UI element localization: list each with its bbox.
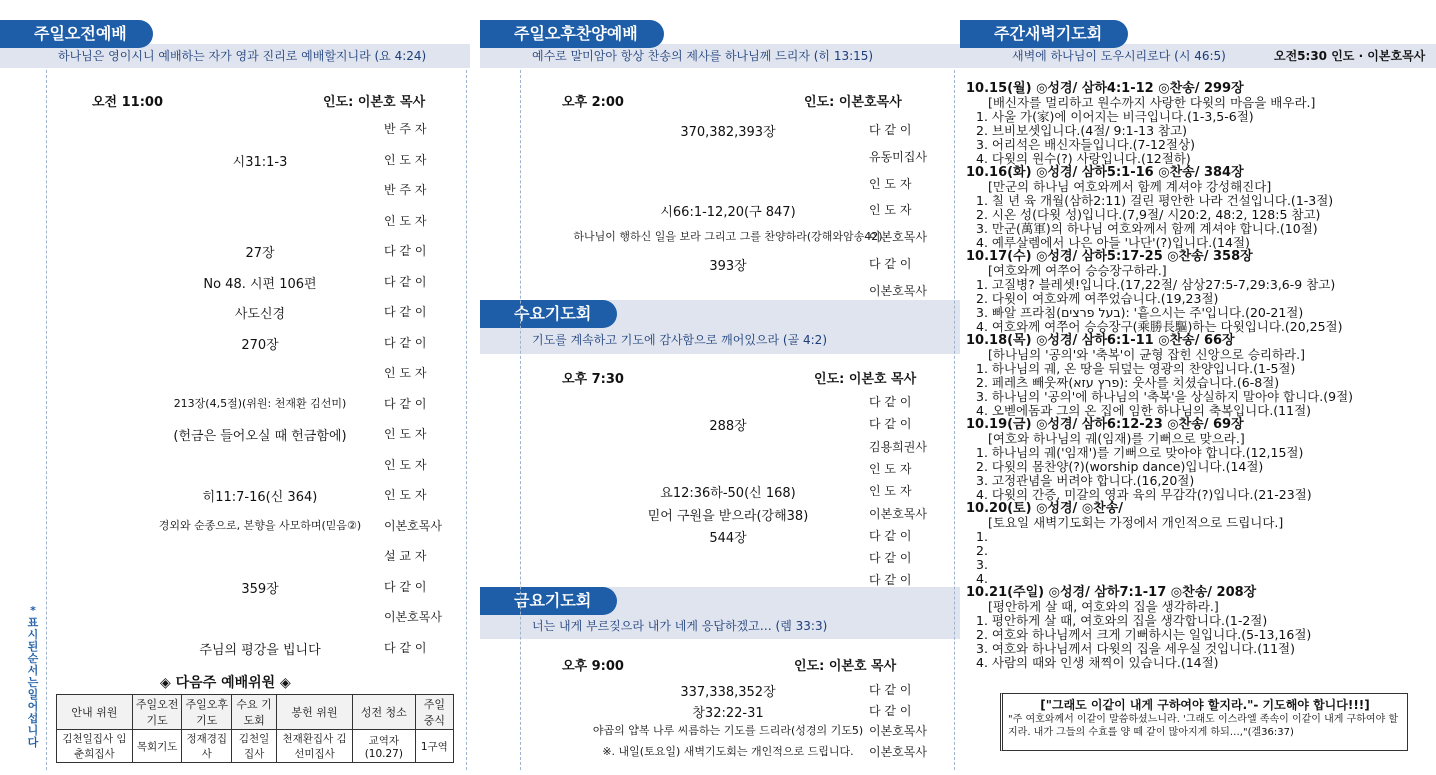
- dawn-schedule: 오전5:30 인도 · 이본호목사: [1274, 49, 1426, 63]
- standing-note: *표시된 순서는 일어섭니다: [27, 604, 39, 749]
- morning-time: 오전 11:00: [92, 95, 164, 110]
- day-point: 1. 하나님의 궤('임재')를 기뻐으로 맞아야 합니다.(12,15절): [976, 445, 1304, 460]
- order-person: 김용희권사: [869, 439, 927, 454]
- exhortation-title: ["그래도 이같이 내게 구하여야 할지라."- 기도해야 합니다!!!]: [1040, 698, 1370, 712]
- order-person: 반 주 자: [384, 122, 427, 136]
- order-person: 다 같 이: [869, 417, 912, 432]
- col2-right-guide: [954, 70, 955, 770]
- dawn-header: 주간새벽기도회: [960, 20, 1128, 48]
- wednesday-header: 수요기도회: [480, 300, 617, 328]
- day-point: 1. 고질병? 블레셋!입니다.(17,22절/ 삼상27:5-7,29:3,6-9 참고): [976, 277, 1336, 292]
- day-point: 3. 고정관념을 버려야 합니다.(16,20절): [976, 473, 1195, 488]
- order-person: 인 도 자: [384, 457, 427, 472]
- order-detail: 213장(4,5절)(위원: 천재환 김선미): [173, 396, 347, 410]
- order-person: 다 같 이: [384, 335, 427, 350]
- day-point: 1. 사울 가(家)에 이어지는 비극입니다.(1-3,5-6절): [976, 109, 1254, 124]
- next-week-title: ◈ 다음주 예배위원 ◈: [160, 675, 291, 691]
- day-point: 2. 여호와 하나님께서 크게 기뻐하시는 일입니다.(5-13,16절): [976, 627, 1312, 642]
- order-person: 다 같 이: [384, 396, 427, 411]
- day-point: 2. 페레츠 빼웃짜(פרץ עזא): 웃사를 치셨습니다.(6-8절): [976, 375, 1280, 390]
- day-heading: 10.21(주일) ◎성경/ 삼하7:1-17 ◎찬송/ 208장: [966, 585, 1257, 600]
- afternoon-verse: 예수로 말미암아 항상 찬송의 제사를 하나님께 드리자 (히 13:15): [532, 49, 874, 63]
- day-point: 4.: [976, 571, 988, 586]
- volunteer-header-cell: 수요 기도회: [232, 695, 277, 730]
- friday-leader: 인도: 이본호 목사: [794, 659, 897, 674]
- friday-verse: 너는 내게 부르짖으라 내가 네게 응답하겠고… (렘 33:3): [532, 619, 828, 633]
- order-detail: 370,382,393장: [680, 125, 776, 140]
- order-detail: 337,338,352장: [680, 685, 776, 700]
- day-point: 3.: [976, 557, 988, 572]
- volunteer-header-cell: 주일오후기도: [182, 695, 232, 730]
- order-person: 다 같 이: [384, 640, 427, 655]
- order-person: 이본호목사: [384, 610, 442, 624]
- day-heading: 10.19(금) ◎성경/ 삼하6:12-23 ◎찬송/ 69장: [966, 417, 1244, 432]
- order-detail: 544장: [709, 530, 747, 546]
- day-heading: 10.16(화) ◎성경/ 삼하5:1-16 ◎찬송/ 384장: [966, 165, 1244, 180]
- day-theme: [평안하게 살 때, 여호와의 집을 생각하라.]: [988, 599, 1219, 614]
- day-point: 2. 시온 성(다윗 성)입니다.(7,9절/ 시20:2, 48:2, 128:5 참고): [976, 207, 1321, 222]
- day-theme: [토요일 새벽기도회는 가정에서 개인적으로 드립니다.]: [988, 515, 1284, 530]
- day-heading: 10.18(목) ◎성경/ 삼하6:1-11 ◎찬송/ 66장: [966, 333, 1235, 348]
- order-detail: 27장: [245, 246, 275, 261]
- order-person: 인 도 자: [869, 484, 912, 499]
- order-detail: 사도신경: [234, 307, 286, 322]
- wednesday-verse: 기도를 계속하고 기도에 감사함으로 깨어있으라 (골 4:2): [532, 333, 827, 347]
- order-person: 다 같 이: [869, 683, 912, 697]
- order-person: 다 같 이: [869, 551, 912, 566]
- day-point: 1. 평안하게 살 때, 여호와의 집을 생각합니다.(1-2절): [976, 613, 1268, 628]
- day-theme: [여호와 하나님의 궤(임재)를 기뻐으로 맞으라.]: [988, 431, 1245, 446]
- order-person: 이본호목사: [869, 744, 927, 759]
- volunteer-value-cell: 천재환집사 김선미집사: [277, 730, 353, 763]
- day-theme: [배신자를 멀리하고 원수까지 사랑한 다윗의 마음을 배우라.]: [988, 95, 1316, 110]
- order-person: 다 같 이: [384, 244, 427, 258]
- volunteer-header-cell: 성전 청소: [352, 695, 415, 730]
- order-detail: 믿어 구원을 받으라(강해38): [647, 508, 809, 524]
- morning-leader: 인도: 이본호 목사: [323, 95, 426, 110]
- weekday-services-column: [480, 0, 960, 775]
- order-person: 이본호목사: [384, 518, 442, 533]
- volunteer-header-cell: 봉헌 위원: [277, 695, 353, 730]
- order-person: 설 교 자: [384, 549, 427, 563]
- day-point: 3. 빠알 프라침(בעל פרצים): '흩으시는 주'입니다.(20-21절): [976, 305, 1304, 320]
- volunteer-header-cell: 안내 위원: [57, 695, 133, 730]
- order-person: 인 도 자: [384, 427, 427, 441]
- order-person: 다 같 이: [869, 257, 912, 271]
- order-detail: 하나님이 행하신 일을 보라 그리고 그를 찬양하라(강해와암송42): [573, 230, 883, 244]
- morning-verse: 하나님은 영이시니 예배하는 자가 영과 진리로 예배할지니라 (요 4:24): [58, 49, 427, 63]
- volunteer-value-cell: 김천일집사: [232, 730, 277, 763]
- volunteer-value-cell: 교역자(10.27): [352, 730, 415, 763]
- day-point: 4. 예루살렘에서 나은 아들 '나단'(?)입니다.(14절): [976, 235, 1250, 250]
- wednesday-time: 오후 7:30: [562, 372, 624, 387]
- day-point: 4. 사람의 때와 인생 채찍이 있습니다.(14절): [976, 655, 1219, 670]
- order-person: 이본호목사: [869, 724, 927, 738]
- order-person: 인 도 자: [869, 203, 912, 218]
- order-person: 인 도 자: [384, 213, 427, 228]
- morning-header: 주일오전예배: [0, 20, 153, 48]
- exhortation-box: [1000, 693, 1408, 751]
- day-theme: [여호와께 여쭈어 승승장구하라.]: [988, 263, 1167, 278]
- day-point: 2. 다윗의 몸찬양(?)(worship dance)입니다.(14절): [976, 459, 1264, 474]
- order-person: 인 도 자: [384, 366, 427, 380]
- order-detail: 경외와 순종으로, 본향을 사모하며(믿음②): [158, 518, 362, 532]
- order-person: 반 주 자: [384, 183, 427, 197]
- day-point: 3. 여호와 하나님께서 다윗의 집을 세우실 것입니다.(11절): [976, 641, 1295, 656]
- day-point: 4. 오벧에돔과 그의 온 집에 임한 하나님의 축복입니다.(11절): [976, 403, 1312, 418]
- day-point: 4. 여호와께 여쭈어 승승장구(乘勝長驅)하는 다윗입니다.(20,25절): [976, 319, 1343, 334]
- dawn-prayer-column: [960, 0, 1436, 775]
- order-detail: 270장: [241, 337, 279, 353]
- order-person: 다 같 이: [384, 305, 427, 319]
- day-point: 3. 하나님의 '공의'에 하나님의 '축복'을 상실하지 말아야 합니다.(9절): [976, 389, 1354, 404]
- wednesday-leader: 인도: 이본호 목사: [814, 372, 917, 387]
- col1-left-guide: [46, 70, 47, 770]
- volunteer-header-cell: 주일오전기도: [132, 695, 182, 730]
- order-person: 다 같 이: [869, 528, 912, 543]
- volunteer-value-cell: 1구역: [415, 730, 453, 763]
- order-detail: 주님의 평강을 빕니다: [199, 642, 321, 658]
- col1-right-guide: [466, 70, 467, 770]
- afternoon-header: 주일오후찬양예배: [480, 20, 664, 48]
- order-detail: (헌금은 들어오실 때 헌금함에): [173, 429, 347, 444]
- order-person: 이본호목사: [869, 506, 927, 521]
- order-person: 다 같 이: [869, 703, 912, 718]
- dawn-daily-readings: [966, 81, 1354, 670]
- day-theme: [만군의 하나님 여호와께서 함께 계셔야 강성해진다]: [988, 179, 1272, 194]
- day-heading: 10.15(월) ◎성경/ 삼하4:1-12 ◎찬송/ 299장: [966, 81, 1244, 96]
- order-person: 다 같 이: [384, 579, 427, 594]
- order-detail: ※. 내일(토요일) 새벽기도회는 개인적으로 드립니다.: [602, 744, 854, 758]
- day-point: 2. 다윗이 여호와께 여쭈었습니다.(19,23절): [976, 291, 1219, 306]
- order-detail: 시31:1-3: [232, 154, 288, 170]
- friday-time: 오후 9:00: [562, 659, 624, 674]
- volunteer-header-cell: 주일 중식: [415, 695, 453, 730]
- volunteer-value-cell: 김천일집사 임춘희집사: [57, 730, 133, 763]
- order-person: 다 같 이: [384, 274, 427, 289]
- order-detail: 시66:1-12,20(구 847): [660, 205, 796, 221]
- order-person: 유동미집사: [869, 149, 927, 164]
- order-detail: 393장: [709, 259, 747, 274]
- order-person: 인 도 자: [384, 488, 427, 502]
- order-person: 다 같 이: [869, 573, 912, 588]
- volunteer-value-cell: 목회기도: [132, 730, 182, 763]
- day-point: 1. 칠 년 육 개월(삼하2:11) 걸린 평안한 나라 건설입니다.(1-3절): [976, 193, 1334, 208]
- day-theme: [하나님의 '공의'와 '축복'이 균형 잡힌 신앙으로 승리하라.]: [988, 347, 1305, 362]
- day-heading: 10.20(토) ◎성경/ ◎찬송/: [966, 501, 1124, 516]
- order-detail: No 48. 시편 106편: [203, 276, 317, 292]
- day-point: 1.: [976, 529, 988, 544]
- day-heading: 10.17(수) ◎성경/ 삼하5:17-25 ◎찬송/ 358장: [966, 249, 1253, 264]
- order-detail: 야곱의 얍복 나루 씨름하는 기도를 드리라(성경의 기도5): [592, 724, 864, 737]
- day-point: 2.: [976, 543, 988, 558]
- day-point: 4. 다윗의 간증, 미갈의 영과 육의 무감각(?)입니다.(21-23절): [976, 487, 1312, 502]
- order-detail: 288장: [709, 419, 747, 435]
- order-person: 이본호목사: [869, 283, 927, 298]
- order-detail: 359장: [241, 581, 279, 597]
- order-detail: 창32:22-31: [692, 705, 764, 721]
- friday-header: 금요기도회: [480, 587, 617, 615]
- volunteer-value-row: [57, 730, 454, 763]
- morning-service-column: [0, 0, 470, 775]
- order-person: 인 도 자: [869, 461, 912, 476]
- exhortation-text: "주 여호와께서 이같이 말씀하셨느니라. '그래도 이스라엘 족속이 이같이 내게 구하여야 할지라. 내가 그들의 수효를 양 떼 같이 많아지게 하되…,"(겔36:37): [1008, 714, 1399, 738]
- order-detail: 요12:36하-50(신 168): [660, 486, 796, 502]
- day-point: 3. 어리석은 배신자들입니다.(7-12절상): [976, 137, 1195, 152]
- afternoon-time: 오후 2:00: [562, 95, 624, 110]
- day-point: 4. 다윗의 원수(?) 사랑입니다.(12절하): [976, 151, 1191, 166]
- dawn-verse: 새벽에 하나님이 도우시리로다 (시 46:5): [1012, 49, 1226, 63]
- volunteer-header-row: [57, 695, 454, 730]
- volunteer-table: [56, 694, 454, 763]
- order-person: 인 도 자: [384, 152, 427, 167]
- order-person: 다 같 이: [869, 123, 912, 137]
- col2-left-guide: [520, 70, 521, 770]
- afternoon-leader: 인도: 이본호목사: [804, 95, 902, 110]
- day-point: 1. 하나님의 궤, 온 땅을 뒤덮는 영광의 찬양입니다.(1-5절): [976, 361, 1296, 376]
- day-point: 3. 만군(萬軍)의 하나님 여호와께서 함께 계셔야 합니다.(10절): [976, 221, 1318, 236]
- order-detail: 히11:7-16(신 364): [202, 490, 318, 505]
- volunteer-value-cell: 정재경집사: [182, 730, 232, 763]
- day-point: 2. 브비보셋입니다.(4절/ 9:1-13 참고): [976, 123, 1188, 138]
- order-person: 인 도 자: [869, 176, 912, 191]
- order-person: 이본호목사: [869, 230, 927, 245]
- order-person: 다 같 이: [869, 395, 912, 409]
